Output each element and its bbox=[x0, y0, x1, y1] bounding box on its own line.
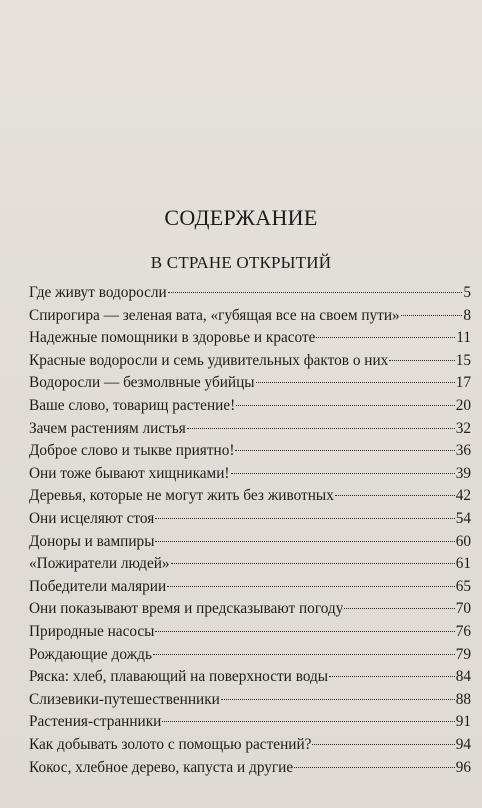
dot-leader bbox=[155, 541, 454, 542]
dot-leader bbox=[235, 450, 454, 451]
toc-entry bbox=[29, 553, 471, 575]
toc-entry-page-number: 8 bbox=[463, 306, 471, 324]
dot-leader bbox=[344, 608, 454, 609]
toc-entry-title: Как добывать золото с помощью растений? bbox=[29, 736, 312, 753]
toc-entry-title: Ваше слово, товарищ растение! bbox=[29, 397, 236, 414]
toc-entry-title: Они тоже бывают хищниками! bbox=[29, 464, 230, 482]
toc-entry bbox=[29, 418, 471, 440]
toc-entry-title: Растения-странники bbox=[29, 713, 162, 731]
toc-entry-title: Доноры и вампиры bbox=[29, 532, 155, 550]
toc-entry-page-number: 94 bbox=[455, 736, 471, 753]
toc-entry-title: Слизевики-путешественники bbox=[29, 690, 220, 708]
toc-entry-title: Они показывают время и предсказывают погоду bbox=[29, 600, 344, 618]
toc-entry-page-number: 5 bbox=[463, 284, 471, 301]
toc-entry-title: Спирогира — зеленая вата, «губящая все на своем пути» bbox=[29, 306, 400, 324]
toc-entry-page-number: 84 bbox=[455, 668, 471, 686]
toc-entry bbox=[29, 508, 471, 530]
toc-entry bbox=[29, 621, 471, 643]
toc-entry-page-number: 76 bbox=[455, 623, 471, 640]
dot-leader bbox=[187, 428, 455, 429]
dot-leader bbox=[335, 495, 455, 496]
toc-entry bbox=[29, 689, 471, 711]
toc-entry bbox=[29, 531, 471, 553]
dot-leader bbox=[155, 518, 454, 519]
dot-leader bbox=[167, 586, 455, 587]
toc-entry bbox=[29, 734, 471, 756]
toc-entry-title: Они исцеляют стоя bbox=[29, 510, 155, 527]
toc-entry-page-number: 91 bbox=[455, 713, 471, 731]
toc-entry-page-number: 15 bbox=[455, 351, 471, 369]
toc-entry bbox=[29, 598, 471, 620]
toc-entry bbox=[29, 327, 471, 349]
toc-entry-title: Деревья, которые не могут жить без животных bbox=[29, 487, 334, 505]
toc-entry-page-number: 39 bbox=[455, 464, 471, 482]
toc-entry-page-number: 36 bbox=[455, 442, 471, 460]
toc-entry-page-number: 70 bbox=[455, 600, 471, 618]
page-title: СОДЕРЖАНИЕ bbox=[164, 205, 318, 230]
toc-entry bbox=[29, 644, 471, 666]
toc-entry-page-number: 11 bbox=[456, 329, 471, 347]
toc-entry-page-number: 20 bbox=[455, 397, 471, 414]
toc-entry bbox=[29, 372, 471, 394]
toc-entry-page-number: 42 bbox=[455, 487, 471, 505]
toc-entry-page-number: 88 bbox=[455, 690, 471, 708]
toc-entry-page-number: 65 bbox=[455, 577, 471, 595]
dot-leader bbox=[155, 631, 454, 632]
toc-entry bbox=[29, 463, 471, 485]
toc-entry bbox=[29, 485, 471, 507]
toc-entry-title: Кокос, хлебное дерево, капуста и другие bbox=[29, 758, 294, 776]
toc-entry-title: Ряска: хлеб, плавающий на поверхности воды bbox=[29, 668, 329, 686]
toc-entry-page-number: 79 bbox=[455, 645, 471, 663]
dot-leader bbox=[162, 721, 454, 722]
dot-leader bbox=[171, 563, 455, 564]
toc-entry bbox=[29, 711, 471, 733]
dot-leader bbox=[294, 767, 455, 768]
toc-entry bbox=[29, 666, 471, 688]
dot-leader bbox=[153, 654, 455, 655]
dot-leader bbox=[231, 473, 455, 474]
dot-leader bbox=[221, 699, 455, 700]
toc-entry-title: Где живут водоросли bbox=[29, 284, 167, 301]
dot-leader bbox=[168, 292, 463, 293]
toc-entry bbox=[29, 576, 471, 598]
toc-entry-page-number: 96 bbox=[455, 758, 471, 776]
toc-entry bbox=[29, 305, 471, 327]
toc-entry bbox=[29, 350, 471, 372]
toc-entry-page-number: 54 bbox=[455, 510, 471, 527]
section-heading: В СТРАНЕ ОТКРЫТИЙ bbox=[150, 253, 332, 272]
dot-leader bbox=[236, 405, 454, 406]
toc-entry-title: Водоросли — безмолвные убийцы bbox=[29, 374, 255, 392]
toc-entry-page-number: 60 bbox=[455, 532, 471, 550]
dot-leader bbox=[256, 382, 455, 383]
toc-entry bbox=[29, 282, 471, 304]
toc-entry-page-number: 61 bbox=[455, 555, 471, 573]
dot-leader bbox=[389, 360, 454, 361]
dot-leader bbox=[329, 676, 455, 677]
toc-entry-title: Победители малярии bbox=[29, 577, 167, 595]
toc-entry bbox=[29, 440, 471, 462]
dot-leader bbox=[316, 337, 455, 338]
toc-entry-title: Красные водоросли и семь удивительных фактов о них bbox=[29, 351, 389, 369]
toc-entry-page-number: 32 bbox=[455, 419, 471, 437]
toc-entry bbox=[29, 757, 471, 779]
dot-leader bbox=[401, 315, 463, 316]
toc-entry-title: Зачем растениям листья bbox=[29, 419, 186, 437]
toc-entry-page-number: 17 bbox=[455, 374, 471, 392]
toc-entry-title: Доброе слово и тыкве приятно! bbox=[29, 442, 235, 460]
toc-entry-title: «Пожиратели людей» bbox=[29, 555, 170, 573]
toc-entry-title: Рождающие дождь bbox=[29, 645, 152, 663]
toc-entry-title: Надежные помощники в здоровье и красоте bbox=[29, 329, 316, 347]
toc-entry bbox=[29, 395, 471, 417]
dot-leader bbox=[312, 744, 454, 745]
toc-entry-title: Природные насосы bbox=[29, 623, 155, 640]
